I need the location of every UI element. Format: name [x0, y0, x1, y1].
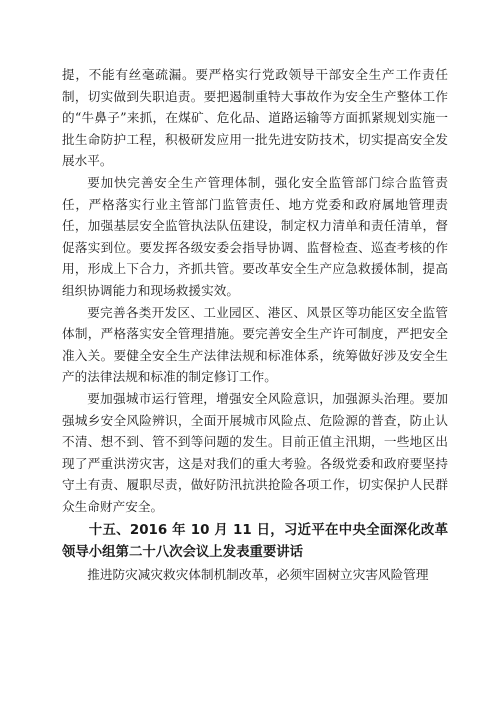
- paragraph-continuation: 提，不能有丝毫疏漏。要严格实行党政领导干部安全生产工作责任制，切实做到失职追责。要把遏制重特大事故作为安全生产整体工作的“牛鼻子”来抓，在煤矿、危化品、道路运输等方面抓紧规划实施一批生命防护工程，积极研发应用一批先进安防技术，切实提高安全发展水平。: [62, 67, 448, 169]
- paragraph-city-operation: 要加强城市运行管理，增强安全风险意识，加强源头治理。要加强城乡安全风险辨识，全面开展城市风险点、危险源的普查，防止认不清、想不到、管不到等问题的发生。目前正值主汛期，一些地区出现了严重洪涝灾害，这是对我们的重大考验。各级党委和政府要坚持守土有责、履职尽责，做好防汛抗洪抢险各项工作，切实保护人民群众生命财产安全。: [62, 390, 448, 514]
- paragraph-functional-zones: 要完善各类开发区、工业园区、港区、风景区等功能区安全监管体制，严格落实安全管理措施。要完善安全生产许可制度，严把安全准入关。要健全安全生产法律法规和标准体系，统筹做好涉及安全生产的法律法规和标准的制定修订工作。: [62, 304, 448, 385]
- section-heading: 十五、2016 年 10 月 11 日，习近平在中央全面深化改革领导小组第二十八次会议上发表重要讲话: [62, 523, 448, 561]
- paragraph-disaster-reform: 推进防灾减灾救灾体制机制改革，必须牢固树立灾害风险管理: [87, 566, 429, 582]
- document-page: [62, 64, 448, 585]
- paragraph-management-system: 要加快完善安全生产管理体制，强化安全监管部门综合监管责任，严格落实行业主管部门监管责任、地方党委和政府属地管理责任，加强基层安全监管执法队伍建设，制定权力清单和责任清单，督促落实到位。要发挥各级安委会指导协调、监督检查、巡查考核的作用，形成上下合力，齐抓共管。要改革安全生产应急救援体制，提高组织协调能力和现场救援实效。: [62, 174, 448, 298]
